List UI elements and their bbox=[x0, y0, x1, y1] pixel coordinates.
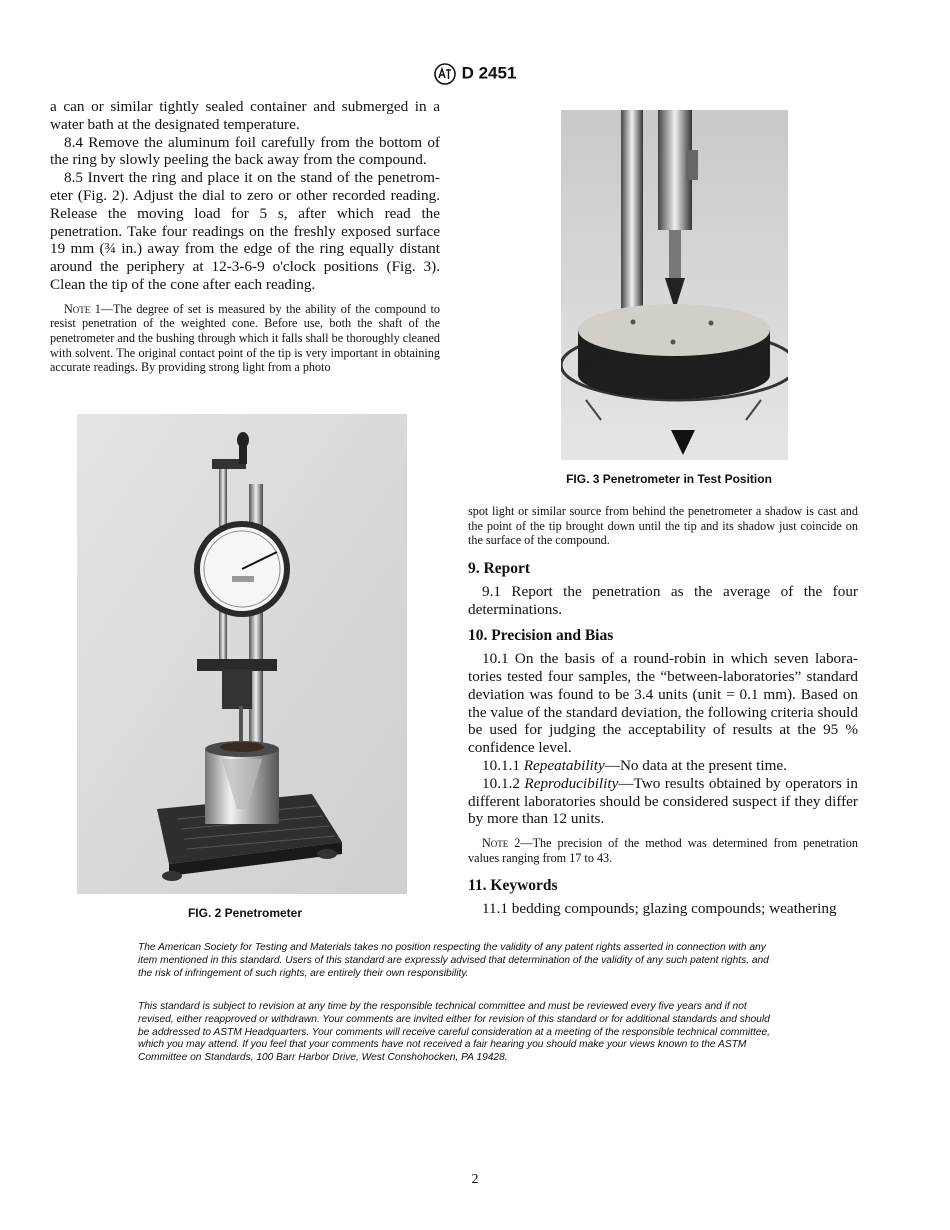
note-1-label: Note bbox=[64, 301, 91, 316]
left-column bbox=[50, 98, 440, 375]
paragraph-10-1: 10.1 On the basis of a round-robin in which seven labora-tories tested four samples, the “between-laboratories” standard deviation was found to be 3.4 units (unit = 0.1 mm). Based on the value of the standard deviation, the following criteria should be used for judging the acceptability of results at the 95 % confidence level. bbox=[468, 650, 858, 757]
paragraph-10-1-1-number: 10.1.1 bbox=[482, 756, 520, 774]
fig-3-photo bbox=[561, 110, 788, 460]
right-column bbox=[468, 560, 858, 918]
paragraph-10-1-1 bbox=[468, 757, 858, 775]
standard-designation: D 2451 bbox=[461, 63, 517, 83]
note-2-text: 2—The precision of the method was determined from penetration values ranging from 17 to 43. bbox=[468, 836, 858, 865]
fig-2-photo bbox=[77, 414, 407, 894]
note-1-text: 1—The degree of set is measured by the ability of the compound to resist penetration of the weighted cone. Before use, both the shaft of the penetrometer and the bushing through which it falls shall be thoroughly cleaned with solvent. The original contact point of the tip is very important in obtaining accurate readings. By providing strong light from a photo bbox=[50, 301, 440, 375]
paragraph-8-4-continuation: a can or similar tightly sealed container and submerged in a water bath at the designated temperature. bbox=[50, 98, 440, 133]
section-11-heading: 11. Keywords bbox=[468, 877, 558, 895]
footer-patent-notice: The American Society for Testing and Materials takes no position respecting the validity of any patent rights asserted in connection with any item mentioned in this standard. Users of this standard are expressly advised that determination of the validity of any such patent rights, and the risk of infringement of such rights, are entirely their own responsibility. bbox=[138, 942, 769, 979]
paragraph-10-1-2 bbox=[468, 775, 858, 828]
page-number: 2 bbox=[471, 1172, 479, 1187]
footer-revision-notice: This standard is subject to revision at any time by the responsible technical committee and must be reviewed every five years and if not revised, either reapproved or withdrawn. Your comments are invited either for revision of this standard or for additional standards and should be addressed to ASTM Headquarters. Your comments will receive careful consideration at a meeting of the responsible technical committee, which you may attend. If you feel that your comments have not received a fair hearing you should make your views known to the ASTM Committee on Standards, 100 Barr Harbor Drive, West Conshohocken, PA 19428. bbox=[138, 1001, 770, 1064]
section-9-heading: 9. Report bbox=[468, 560, 530, 577]
note-2-label: Note bbox=[482, 836, 509, 851]
note-2 bbox=[468, 836, 858, 865]
paragraph-10-1-2-number: 10.1.2 bbox=[482, 774, 520, 792]
repeatability-text: —No data at the present time. bbox=[604, 756, 787, 774]
section-10-heading: 10. Precision and Bias bbox=[468, 627, 614, 645]
page-header bbox=[0, 62, 950, 86]
note-1-continuation-text: spot light or similar source from behind the penetrometer a shadow is cast and the point of the tip brought down until the tip and its shadow just coincide on the surface of the compound. bbox=[468, 504, 858, 548]
paragraph-8-5: 8.5 Invert the ring and place it on the stand of the penetrom-eter (Fig. 2). Adjust the dial to zero or other recorded reading. Release the moving load for 5 s, after which read the penetration. Take four readings on the freshly exposed surface 19 mm (¾ in.) away from the edge of the ring equally distant around the periphery at 12-3-6-9 o'clock positions (Fig. 3). Clean the tip of the cone after each reading. bbox=[50, 169, 440, 293]
repeatability-term: Repeatability bbox=[523, 756, 605, 774]
paragraph-11-1: 11.1 bedding compounds; glazing compounds; weathering bbox=[482, 900, 837, 918]
paragraph-9-1: 9.1 Report the penetration as the average of the four determinations. bbox=[468, 582, 858, 618]
fig-2-caption: FIG. 2 Penetrometer bbox=[187, 906, 303, 920]
paragraph-8-4: 8.4 Remove the aluminum foil carefully from the bottom of the ring by slowly peeling the back away from the compound. bbox=[50, 133, 440, 169]
note-1-continuation bbox=[468, 504, 858, 548]
reproducibility-text: —Two results obtained by operators in different laboratories should be considered suspect if they differ by more than 12 units. bbox=[468, 774, 858, 828]
reproducibility-term: Reproducibility bbox=[524, 774, 619, 792]
fig-3-caption: FIG. 3 Penetrometer in Test Position bbox=[566, 472, 772, 486]
note-1 bbox=[50, 302, 440, 375]
astm-logo-icon bbox=[434, 62, 456, 86]
